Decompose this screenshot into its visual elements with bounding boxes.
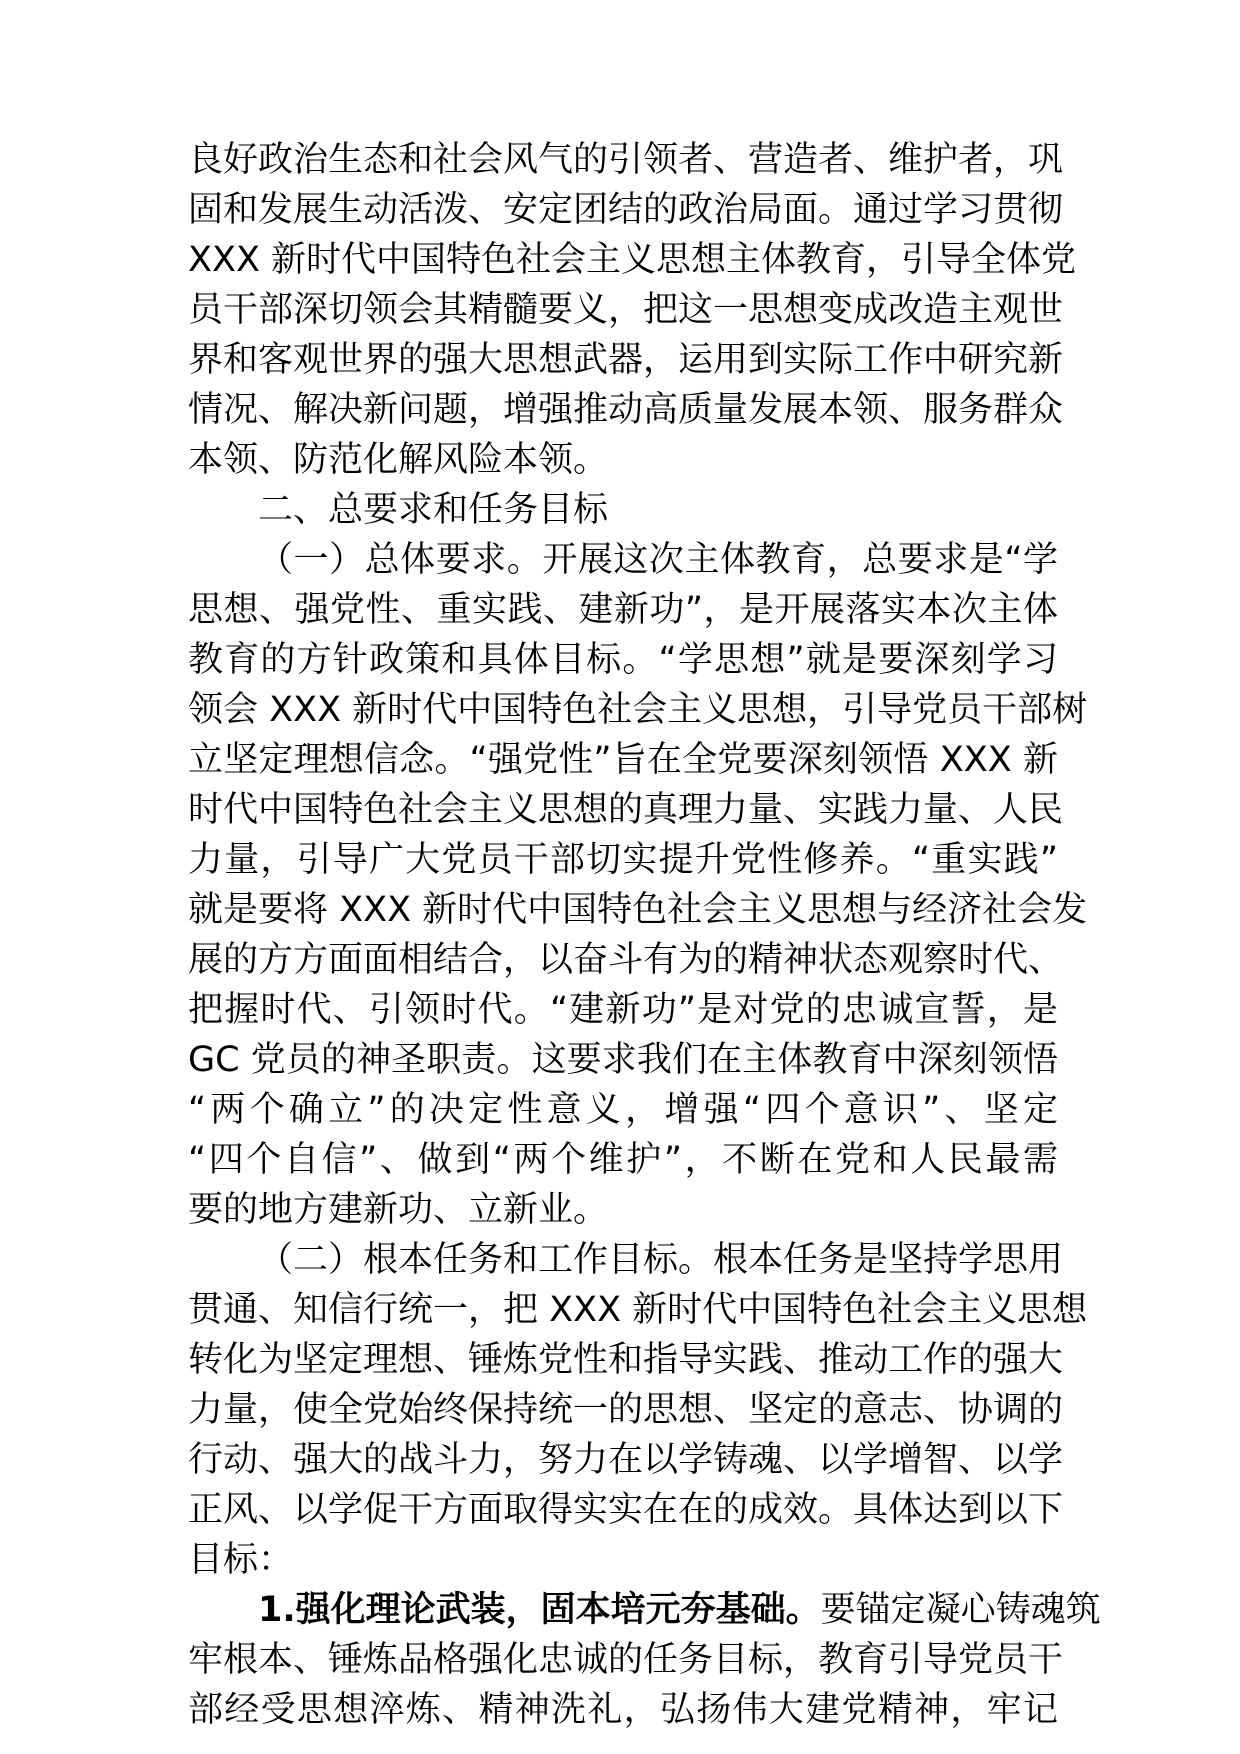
paragraph-line: 界和客观世界的强大思想武器，运用到实际工作中研究新 — [188, 340, 1064, 380]
subheading-bold: 1.强化理论武装，固本培元夯基础。 — [258, 1590, 821, 1630]
paragraph-line: 情况、解决新问题，增强推动高质量发展本领、服务群众 — [188, 390, 1064, 430]
paragraph-line: 教育的方针政策和具体目标。“学思想”就是要深刻学习 — [188, 640, 1058, 680]
paragraph-line: 展的方方面面相结合，以奋斗有为的精神状态观察时代、 — [188, 940, 1064, 980]
paragraph-line: “两个确立”的决定性意义，增强“四个意识”、坚定 — [188, 1090, 1058, 1130]
paragraph-line: （一）总体要求。开展这次主体教育，总要求是“学 — [258, 540, 1058, 580]
paragraph-line: 良好政治生态和社会风气的引领者、营造者、维护者，巩 — [188, 140, 1064, 180]
section-heading: 二、总要求和任务目标 — [258, 490, 609, 530]
paragraph-line: 固和发展生动活泼、安定团结的政治局面。通过学习贯彻 — [188, 190, 1064, 230]
paragraph-line: 转化为坚定理想、锤炼党性和指导实践、推动工作的强大 — [188, 1340, 1064, 1380]
paragraph-line: 本领、防范化解风险本领。 — [188, 440, 609, 480]
paragraph-line: 思想、强党性、重实践、建新功”，是开展落实本次主体 — [188, 590, 1058, 630]
paragraph-line: 目标： — [188, 1540, 294, 1580]
subheading-rest: 要锚定凝心铸魂筑 — [820, 1590, 1101, 1630]
paragraph-line: 员干部深切领会其精髓要义，把这一思想变成改造主观世 — [188, 290, 1064, 330]
paragraph-line: 力量，使全党始终保持统一的思想、坚定的意志、协调的 — [188, 1390, 1064, 1430]
paragraph-line: XXX 新时代中国特色社会主义思想主体教育，引导全体党 — [188, 240, 1077, 280]
paragraph-line: 部经受思想淬炼、精神洗礼，弘扬伟大建党精神，牢记 — [188, 1690, 1058, 1730]
paragraph-line: （二）根本任务和工作目标。根本任务是坚持学思用 — [258, 1240, 1064, 1280]
paragraph-line: 正风、以学促干方面取得实实在在的成效。具体达到以下 — [188, 1490, 1064, 1530]
paragraph-line: 时代中国特色社会主义思想的真理力量、实践力量、人民 — [188, 790, 1064, 830]
paragraph-line: 把握时代、引领时代。“建新功”是对党的忠诚宣誓，是 — [188, 990, 1058, 1030]
paragraph-line: 立坚定理想信念。“强党性”旨在全党要深刻领悟 XXX 新 — [188, 740, 1058, 780]
paragraph-line: 要的地方建新功、立新业。 — [188, 1190, 609, 1230]
paragraph-line: 牢根本、锤炼品格强化忠诚的任务目标，教育引导党员干 — [188, 1640, 1064, 1680]
paragraph-line: GC 党员的神圣职责。这要求我们在主体教育中深刻领悟 — [188, 1040, 1058, 1080]
subheading-line — [258, 1585, 1101, 1635]
paragraph-line: 领会 XXX 新时代中国特色社会主义思想，引导党员干部树 — [188, 690, 1088, 730]
paragraph-line: 贯通、知信行统一，把 XXX 新时代中国特色社会主义思想 — [188, 1290, 1088, 1330]
paragraph-line: 就是要将 XXX 新时代中国特色社会主义思想与经济社会发 — [188, 890, 1088, 930]
paragraph-line: “四个自信”、做到“两个维护”，不断在党和人民最需 — [188, 1140, 1058, 1180]
paragraph-line: 力量，引导广大党员干部切实提升党性修养。“重实践” — [188, 840, 1058, 880]
paragraph-line: 行动、强大的战斗力，努力在以学铸魂、以学增智、以学 — [188, 1440, 1064, 1480]
